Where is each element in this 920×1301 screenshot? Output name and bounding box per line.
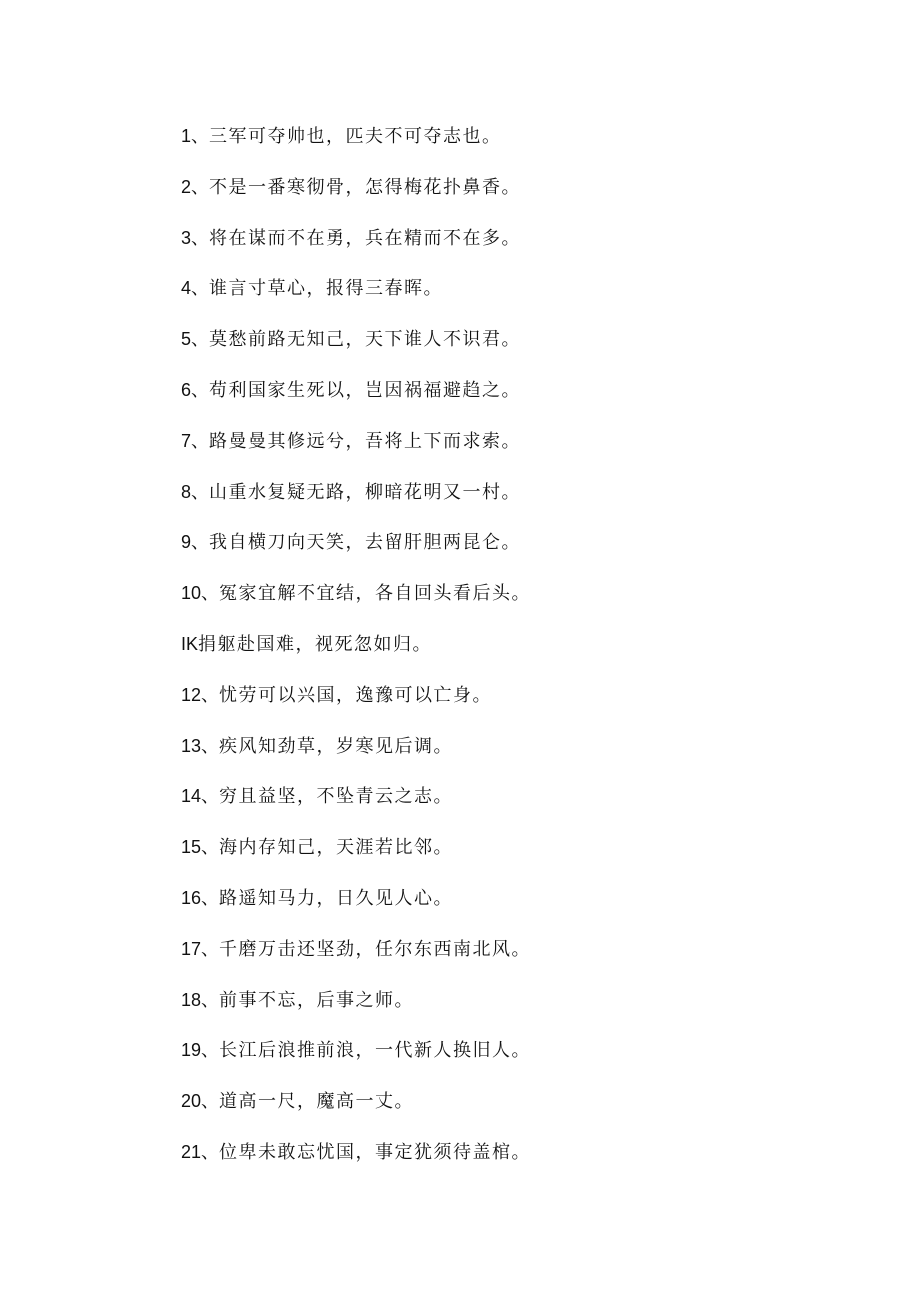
quote-text: 三军可夺帅也，匹夫不可夺志也。: [209, 126, 502, 147]
quote-number: 5、: [181, 329, 210, 350]
quote-text: 不是一番寒彻骨，怎得梅花扑鼻香。: [209, 176, 522, 198]
quote-line: [181, 122, 531, 173]
quote-text: 前事不忘，后事之师。: [219, 989, 415, 1011]
quote-text: 忧劳可以兴国，逸豫可以亡身。: [219, 684, 493, 706]
quote-number: 2、: [181, 176, 210, 197]
quote-line: [181, 376, 531, 427]
quote-line: [181, 681, 531, 732]
quote-number: 10、: [181, 583, 220, 604]
quote-line: [181, 579, 531, 630]
quote-number: 17、: [181, 938, 220, 959]
quote-text: 海内存知己，天涯若比邻。: [219, 837, 454, 859]
quote-number: 18、: [181, 989, 220, 1010]
quote-line: [181, 1138, 531, 1189]
quote-text: 莫愁前路无知己，天下谁人不识君。: [209, 329, 522, 351]
quote-number: 1、: [181, 126, 210, 146]
quote-line: [181, 732, 531, 783]
quote-text: 冤家宜解不宜结，各自回头看后头。: [219, 583, 532, 605]
quote-text: 穷且益坚，不坠青云之志。: [219, 786, 454, 808]
quote-number: 15、: [181, 837, 220, 858]
quote-number: 7、: [181, 430, 210, 451]
quote-text: 我自横刀向天笑，去留肝胆两昆仑。: [209, 532, 522, 554]
quote-text: 苟利国家生死以，岂因祸福避趋之。: [209, 379, 522, 401]
quote-line: [181, 1087, 531, 1138]
quote-number: IK: [181, 633, 199, 654]
quote-text: 捐躯赴国难，视死忽如归。: [198, 633, 433, 655]
quote-line: [181, 782, 531, 833]
quote-line: [181, 325, 531, 376]
quote-line: [181, 478, 531, 529]
quote-number: 8、: [181, 481, 210, 502]
quote-text: 疾风知劲草，岁寒见后调。: [219, 735, 454, 757]
quote-number: 13、: [181, 735, 220, 756]
quote-number: 19、: [181, 1040, 220, 1061]
quote-text: 长江后浪推前浪，一代新人换旧人。: [219, 1040, 532, 1062]
quote-number: 3、: [181, 227, 210, 248]
quote-text: 位卑未敢忘忧国，事定犹须待盖棺。: [219, 1141, 532, 1163]
quote-line: [181, 427, 531, 478]
quote-text: 路遥知马力，日久见人心。: [219, 887, 454, 909]
quote-line: [181, 173, 531, 224]
quote-text: 千磨万击还坚劲，任尔东西南北风。: [219, 938, 532, 960]
quote-number: 4、: [181, 278, 210, 299]
quote-line: [181, 224, 531, 275]
quote-list: [181, 122, 531, 1189]
quote-text: 谁言寸草心，报得三春晖。: [209, 278, 444, 300]
quote-number: 16、: [181, 887, 220, 908]
quote-number: 21、: [181, 1141, 220, 1162]
quote-line: [181, 528, 531, 579]
quote-number: 12、: [181, 684, 220, 705]
quote-line: [181, 1036, 531, 1087]
quote-line: [181, 274, 531, 325]
quote-text: 将在谋而不在勇，兵在精而不在多。: [209, 227, 522, 249]
quote-text: 路曼曼其修远兮，吾将上下而求索。: [209, 430, 522, 452]
quote-number: 6、: [181, 379, 210, 400]
quote-number: 20、: [181, 1091, 220, 1112]
quote-line: [181, 935, 531, 986]
quote-line: [181, 833, 531, 884]
quote-line: [181, 986, 531, 1037]
quote-line: [181, 884, 531, 935]
quote-number: 9、: [181, 532, 210, 553]
quote-number: 14、: [181, 786, 220, 807]
quote-line: [181, 630, 531, 681]
quote-text: 道高一尺，魔高一丈。: [219, 1091, 415, 1113]
quote-text: 山重水复疑无路，柳暗花明又一村。: [209, 481, 522, 503]
